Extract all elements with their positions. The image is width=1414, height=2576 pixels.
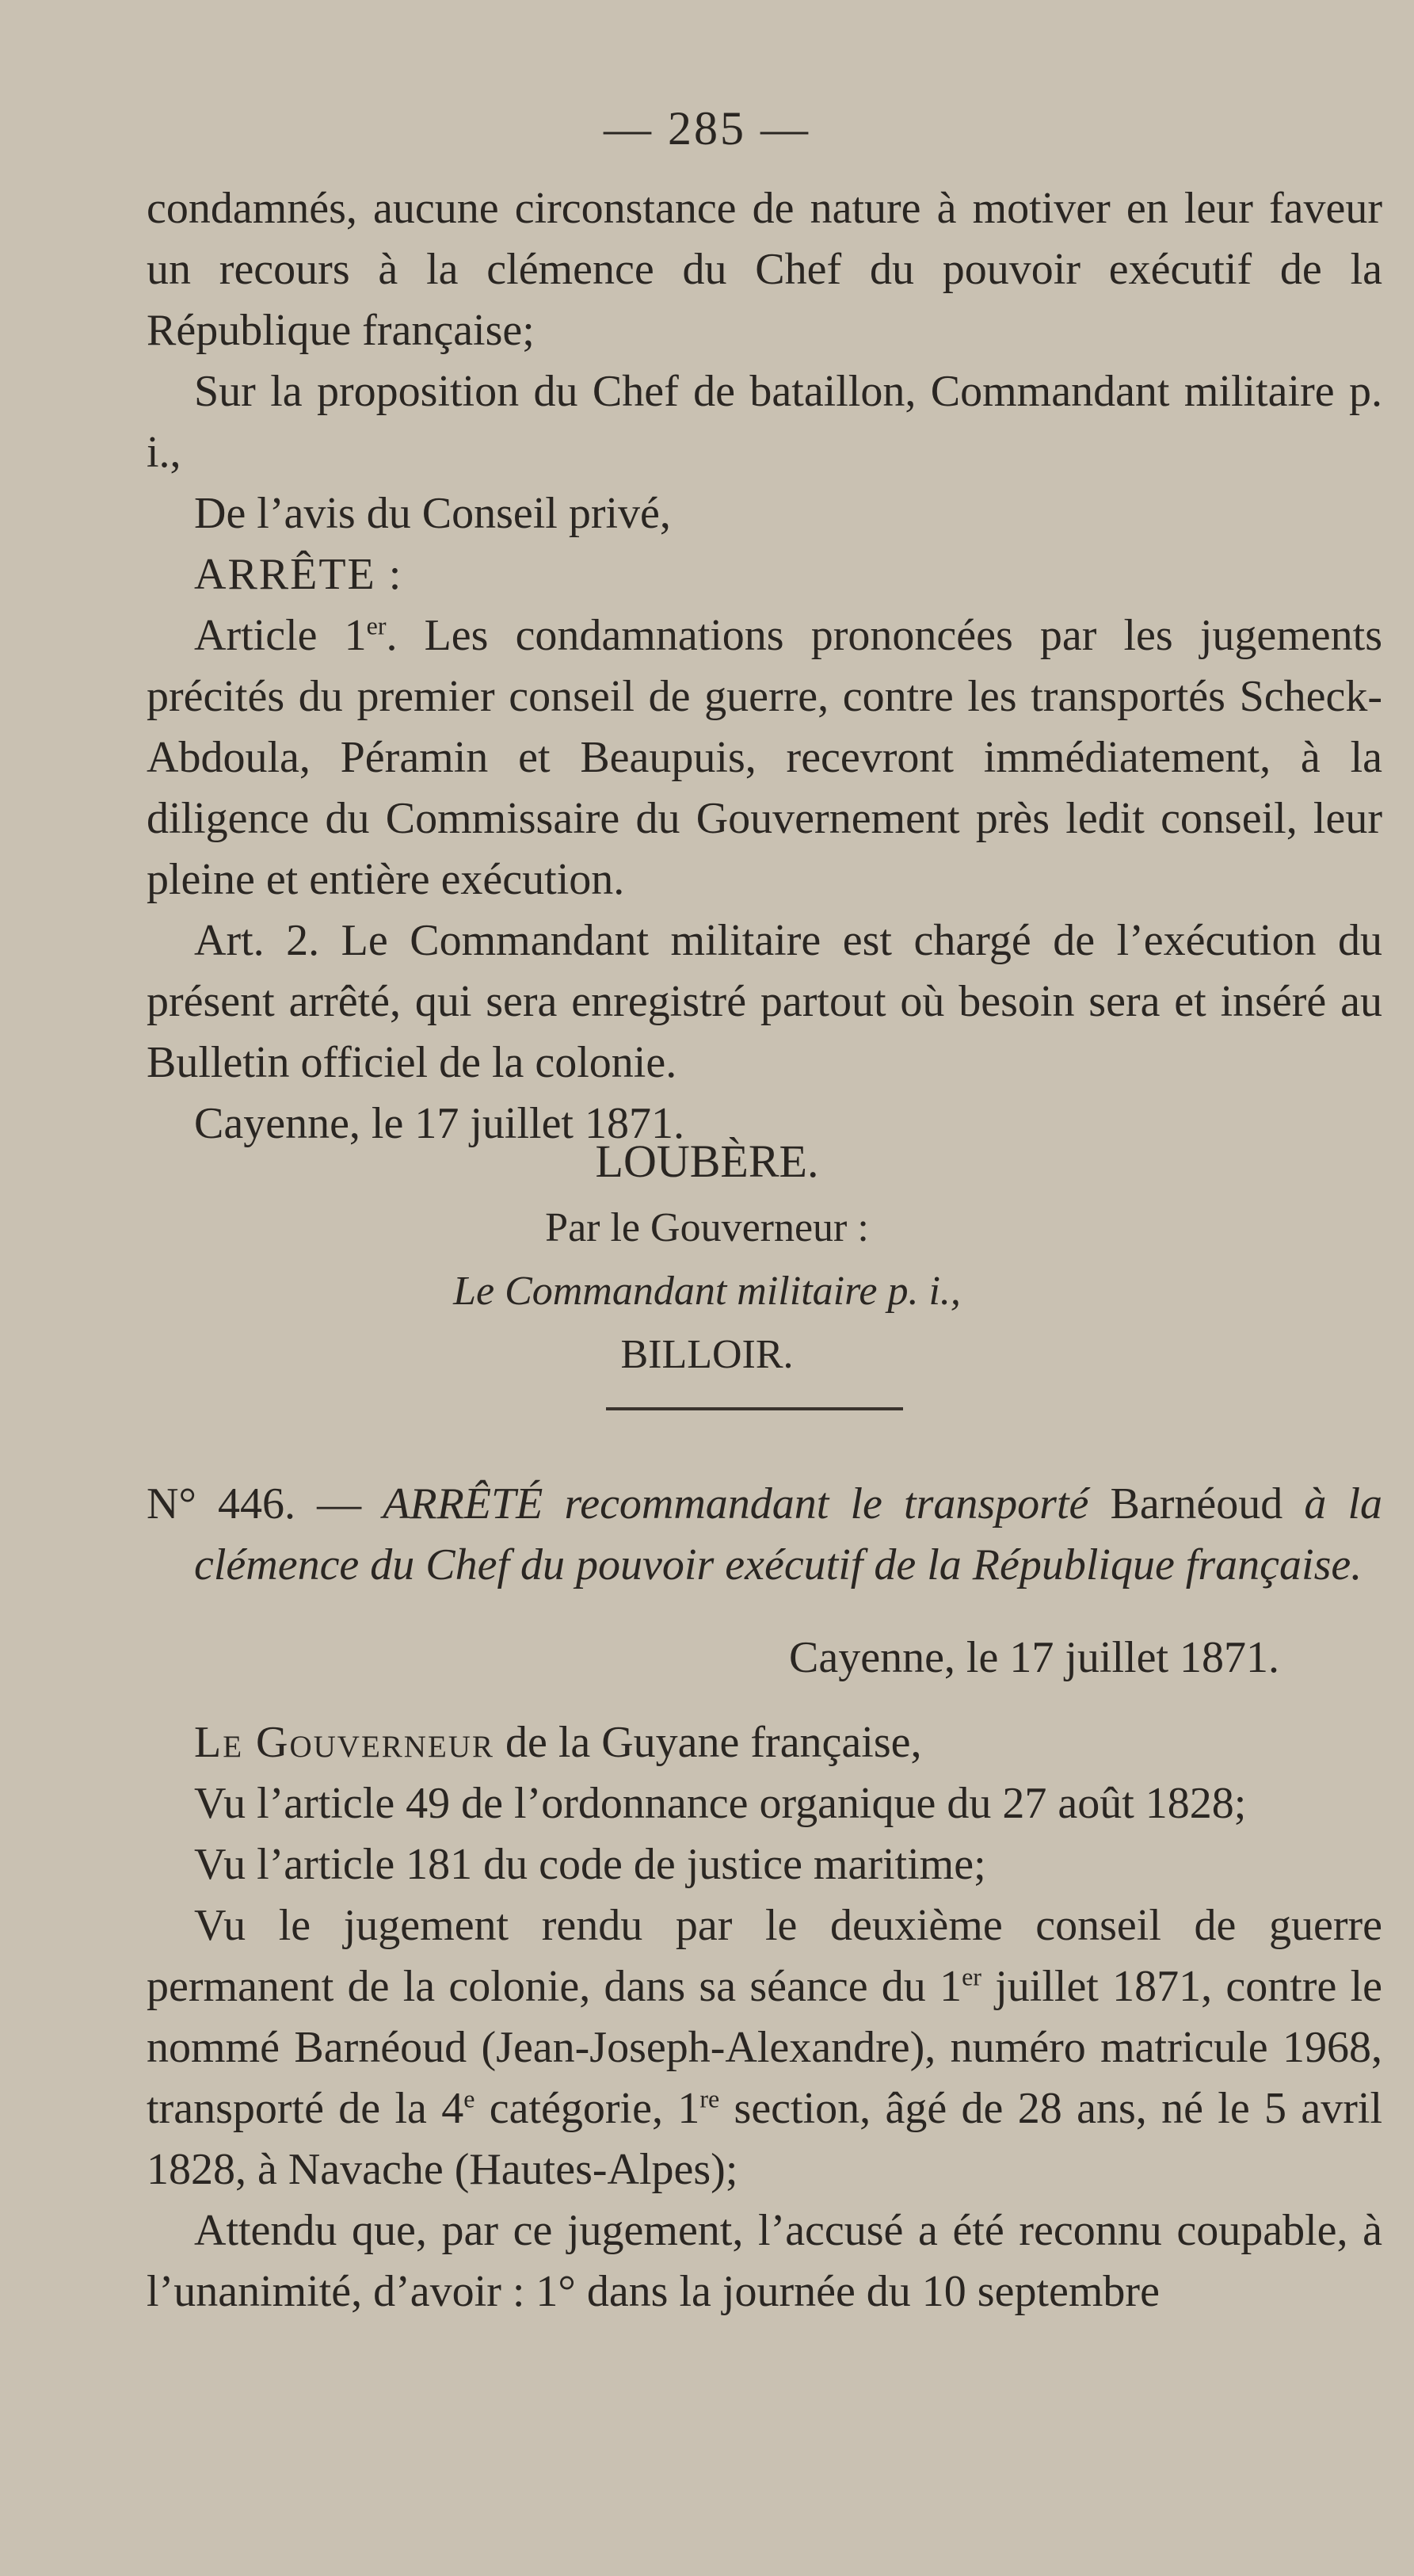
decree-title-part-1: ARRÊTÉ recommandant le transporté <box>383 1479 1111 1528</box>
arrete-continuation <box>147 178 1382 1154</box>
signature-line-1: Par le Gouverneur : <box>545 1205 869 1250</box>
decree-intro-text: de la Guyane française, <box>494 1718 922 1767</box>
vu-3-part-d: section, âgé de 28 ans, né le 5 avril 1828, à Navache (Hautes-Alpes); <box>147 2084 1383 2194</box>
vu-3-sup-1: er <box>962 1962 981 1991</box>
paragraph-article-2: Art. 2. Le Commandant militaire est chargé de l’exécution du présent arrêté, qui sera enregistré partout où besoin sera et inséré au Bulletin officiel de la colonie. <box>147 916 1382 1087</box>
decree-attendu: Attendu que, par ce jugement, l’accusé a été reconnu coupable, à l’unanimité, d’avoir : 1° dans la journée du 10 septembre <box>147 2206 1382 2316</box>
decree-vu-1: Vu l’article 49 de l’ordonnance organique du 27 août 1828; <box>194 1779 1247 1828</box>
vu-3-part-a: Vu le jugement rendu par le deuxième conseil de guerre permanent de la colonie, dans sa séance du 1 <box>147 1901 1382 2011</box>
article-1-label: Article 1 <box>194 611 367 660</box>
signature-line-2: Le Commandant militaire p. i., <box>453 1269 961 1314</box>
decree-intro <box>147 1712 1382 1773</box>
vu-3-sup-3: re <box>699 2084 720 2113</box>
decree-date: Cayenne, le 17 juillet 1871. <box>789 1633 1279 1682</box>
decree-vu-3 <box>147 1895 1382 2200</box>
paragraph-date: Cayenne, le 17 juillet 1871. <box>194 1099 684 1148</box>
paragraph-proposition: Sur la proposition du Chef de bataillon, Commandant militaire p. i., <box>147 367 1382 477</box>
vu-3-sup-2: e <box>463 2084 475 2113</box>
decree-heading <box>147 1474 1382 1596</box>
decree-446 <box>147 1474 1382 2322</box>
signature-name: LOUBÈRE. <box>595 1135 819 1187</box>
vu-3-part-c: catégorie, 1 <box>475 2084 700 2133</box>
article-1-text: . Les condamnations prononcées par les jugements précités du premier conseil de guerre, contre les transportés Scheck-Abdoula, Péramin et Beaupuis, recevront immédiatement, à la diligence du Commissaire du Gouvernement près ledit conseil, leur pleine et entière exécution. <box>147 611 1382 904</box>
paragraph-arrete: ARRÊTE : <box>194 550 403 599</box>
decree-title-part-2: à la clémence du Chef du pouvoir exécutif de la République française. <box>194 1479 1383 1589</box>
page-number: — 285 — <box>604 102 810 155</box>
decree-intro-governor: Le Gouverneur <box>194 1718 494 1767</box>
paragraph-article-1 <box>147 605 1382 910</box>
decree-title-name: Barnéoud <box>1110 1479 1283 1528</box>
section-divider <box>606 1407 903 1410</box>
paragraph-avis: De l’avis du Conseil privé, <box>194 489 671 538</box>
vu-3-part-b: juillet 1871, contre le nommé Barnéoud (Jean-Joseph-Alexandre), numéro matricule 1968, transporté de la 4 <box>147 1962 1382 2133</box>
decree-number: N° 446. — <box>147 1479 383 1528</box>
decree-vu-2: Vu l’article 181 du code de justice maritime; <box>194 1840 986 1889</box>
paragraph-condamnes: condamnés, aucune circonstance de nature à motiver en leur faveur un recours à la clémence du Chef du pouvoir exécutif de la République française; <box>147 184 1382 355</box>
signature-line-3: BILLOIR. <box>620 1332 794 1377</box>
article-1-sup: er <box>366 611 387 640</box>
